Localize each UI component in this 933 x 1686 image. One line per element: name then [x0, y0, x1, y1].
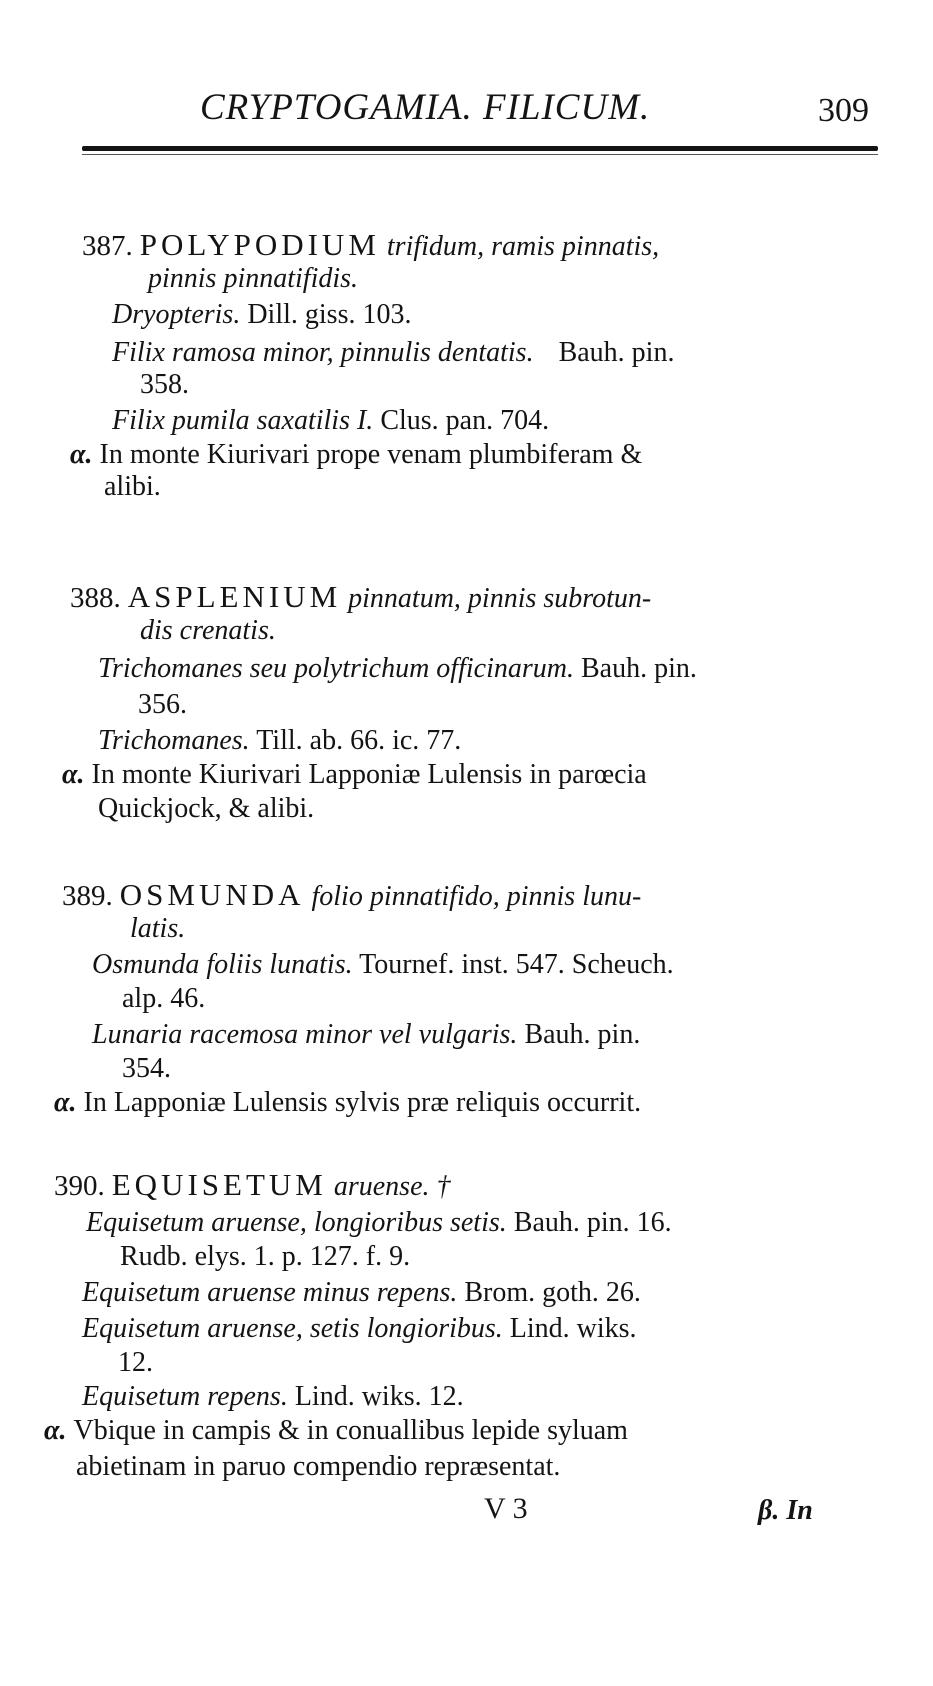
reference	[98, 652, 697, 686]
reference-citation: Bauh. pin.	[580, 653, 697, 684]
reference-continued: 354.	[122, 1053, 171, 1084]
locality-note	[62, 758, 647, 792]
reference-name: Lunaria racemosa minor vel vulgaris.	[92, 1019, 518, 1050]
genus-name: OSMUNDA	[119, 877, 305, 912]
reference-name: Equisetum aruense, longioribus setis.	[86, 1207, 507, 1238]
reference-continued: 12.	[118, 1347, 153, 1378]
reference-continued: 356.	[138, 689, 187, 720]
reference-citation: Bauh. pin. 16.	[513, 1207, 672, 1238]
entry-number: 387.	[82, 230, 133, 262]
reference	[82, 1276, 641, 1310]
catchword: β. In	[758, 1495, 813, 1526]
genus-name: EQUISETUM	[111, 1167, 327, 1202]
reference	[86, 1206, 672, 1240]
genus-name: ASPLENIUM	[127, 579, 342, 614]
description: folio pinnatifido, pinnis lunu-	[311, 881, 642, 912]
note-marker: α.	[70, 439, 93, 470]
reference-citation: Lind. wiks.	[509, 1313, 637, 1344]
description-continued: dis crenatis.	[140, 615, 276, 646]
reference-name: Filix ramosa minor, pinnulis dentatis.	[112, 337, 534, 368]
reference-citation: Brom. goth. 26.	[464, 1277, 641, 1308]
reference-citation: Bauh. pin.	[558, 337, 675, 368]
entry-number: 390.	[54, 1170, 105, 1202]
locality-note	[70, 438, 642, 472]
description: trifidum, ramis pinnatis,	[386, 231, 660, 262]
entry-389-heading	[62, 878, 641, 914]
entry-number: 388.	[70, 582, 121, 614]
locality-note-continued: Quickjock, & alibi.	[98, 793, 315, 824]
header-rule	[82, 146, 878, 151]
reference-citation: Dill. giss. 103.	[247, 299, 412, 330]
entry-number: 389.	[62, 880, 113, 912]
note-text: In Lapponiæ Lulensis sylvis præ reliquis occurrit.	[83, 1087, 642, 1118]
header-rule-thin	[82, 154, 878, 155]
description: aruense. †	[333, 1171, 451, 1202]
reference-name: Trichomanes seu polytrichum officinarum.	[98, 653, 574, 684]
reference-name: Osmunda foliis lunatis.	[92, 949, 353, 980]
running-head: CRYPTOGAMIA. FILICUM.	[200, 87, 651, 128]
reference-citation: Lind. wiks. 12.	[294, 1381, 464, 1412]
locality-note	[54, 1086, 641, 1120]
reference-name: Dryopteris.	[112, 299, 241, 330]
reference-name: Equisetum aruense minus repens.	[82, 1277, 458, 1308]
note-text: In monte Kiurivari Lapponiæ Lulensis in parœcia	[91, 759, 647, 790]
entry-387-heading	[82, 228, 659, 264]
note-marker: α.	[54, 1087, 77, 1118]
reference	[112, 336, 674, 370]
note-marker: α.	[62, 759, 85, 790]
reference-citation: Bauh. pin.	[524, 1019, 641, 1050]
genus-name: POLYPODIUM	[139, 227, 380, 262]
reference	[92, 948, 674, 982]
reference-name: Equisetum repens.	[82, 1381, 288, 1412]
entry-390-heading	[54, 1168, 451, 1204]
reference	[98, 724, 461, 758]
reference-name: Equisetum aruense, setis longioribus.	[82, 1313, 503, 1344]
reference-name: Filix pumila saxatilis I.	[112, 405, 374, 436]
note-text: Vbique in campis & in conuallibus lepide syluam	[73, 1415, 628, 1446]
entry-388-heading	[70, 580, 651, 616]
reference-citation: Tournef. inst. 547. Scheuch.	[359, 949, 674, 980]
description-continued: pinnis pinnatifidis.	[148, 263, 359, 294]
locality-note-continued: abietinam in paruo compendio repræsentat.	[76, 1451, 561, 1482]
reference-citation: Clus. pan. 704.	[380, 405, 550, 436]
note-marker: α.	[44, 1415, 67, 1446]
reference	[112, 298, 411, 332]
reference-continued: Rudb. elys. 1. p. 127. f. 9.	[120, 1241, 411, 1272]
reference-continued: 358.	[140, 369, 189, 400]
locality-note-continued: alibi.	[104, 471, 161, 502]
note-text: In monte Kiurivari prope venam plumbiferam &	[99, 439, 643, 470]
reference-name: Trichomanes.	[98, 725, 250, 756]
signature-mark: V 3	[484, 1492, 528, 1525]
reference	[82, 1312, 637, 1346]
page-number: 309	[818, 92, 869, 129]
reference	[92, 1018, 640, 1052]
reference	[82, 1380, 464, 1414]
reference-citation: Till. ab. 66. ic. 77.	[256, 725, 462, 756]
locality-note	[44, 1414, 628, 1448]
description-continued: latis.	[130, 913, 186, 944]
reference-continued: alp. 46.	[122, 983, 206, 1014]
description: pinnatum, pinnis subrotun-	[348, 583, 652, 614]
reference	[112, 404, 549, 438]
